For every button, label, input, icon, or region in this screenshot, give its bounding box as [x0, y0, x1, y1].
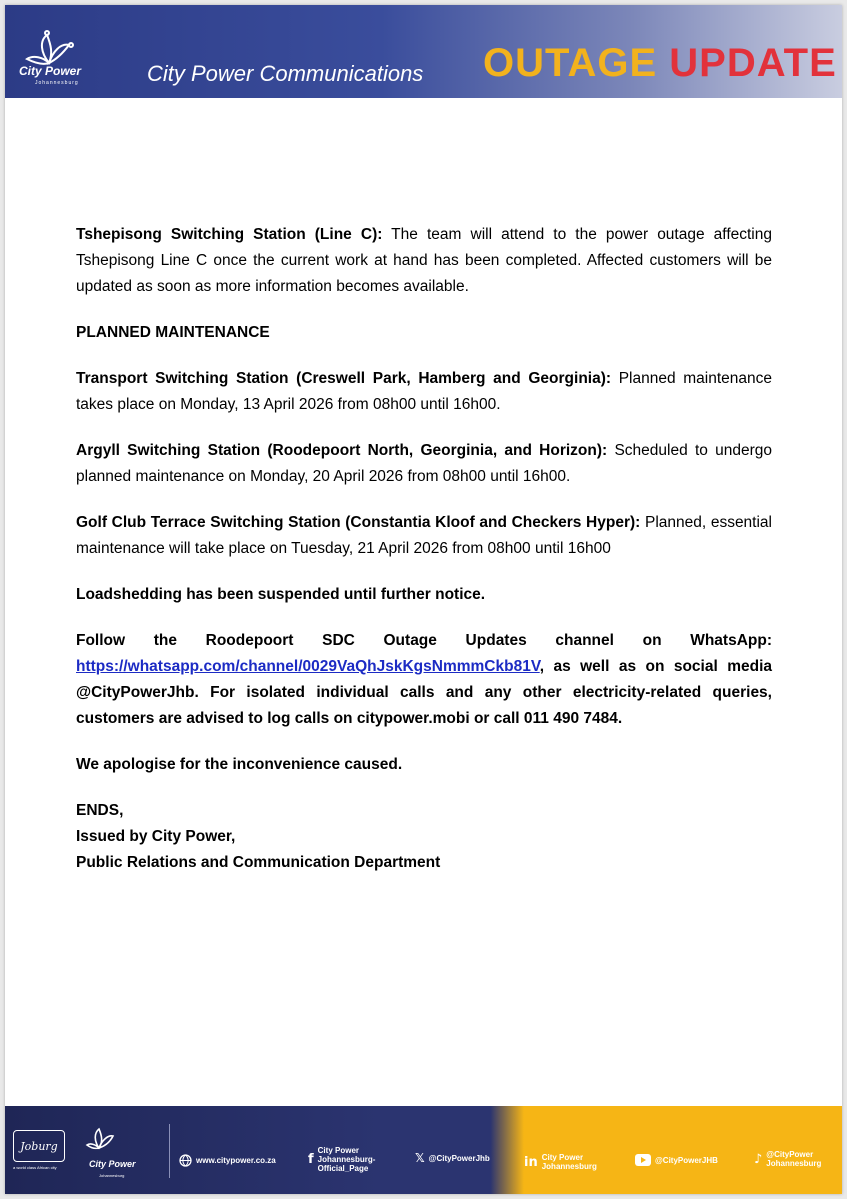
- website-label: www.citypower.co.za: [196, 1156, 276, 1165]
- footer-facebook[interactable]: [308, 1146, 388, 1173]
- communications-title: City Power Communications: [147, 61, 424, 86]
- argyll-paragraph: [76, 438, 772, 490]
- planned-maintenance-heading: PLANNED MAINTENANCE: [76, 324, 270, 341]
- linkedin-icon: in: [524, 1154, 538, 1170]
- follow-paragraph: [76, 628, 772, 732]
- youtube-label: @CityPowerJHB: [655, 1155, 718, 1165]
- footer-linkedin[interactable]: [524, 1153, 597, 1171]
- linkedin-label: City Power Johannesburg: [541, 1153, 597, 1171]
- footer-city-power-logo-icon: [85, 1124, 125, 1158]
- issued-by-text: Issued by City Power,: [76, 828, 236, 845]
- argyll-title: Argyll Switching Station (Roodepoort North, Georginia, and Horizon):: [76, 442, 608, 459]
- tshepisong-text: The team will attend to the power outage affecting Tshepisong Line C once the current work at hand has been completed. Affected customers will be updated as soon as more information becomes available.: [76, 226, 772, 295]
- golf-club-text: Planned, essential maintenance will take place on Tuesday, 21 April 2026 from 08h00 until 16h00: [76, 514, 772, 557]
- tiktok-label: @CityPower Johannesburg: [766, 1150, 822, 1168]
- sign-off-block: [76, 798, 772, 876]
- follow-after-link: , as well as on social media @CityPowerJhb. For isolated individual calls and any other electricity-related queries, customers are advised to log calls on citypower.mobi or call 011 490 7484.: [76, 658, 772, 727]
- footer-tiktok[interactable]: [754, 1150, 836, 1168]
- x-handle-label: @CityPowerJhb: [428, 1154, 490, 1163]
- outage-word: OUTAGE: [483, 41, 658, 85]
- footer-divider: [169, 1124, 170, 1178]
- document-body: [76, 222, 772, 876]
- whatsapp-channel-link[interactable]: https://whatsapp.com/channel/0029VaQhJskKgsNmmmCkb81V: [76, 658, 540, 675]
- facebook-icon: f: [308, 1152, 314, 1167]
- x-icon: 𝕏: [415, 1151, 425, 1165]
- tshepisong-paragraph: [76, 222, 772, 300]
- joburg-tagline: a world class African city: [13, 1165, 57, 1170]
- loadshedding-notice: Loadshedding has been suspended until further notice.: [76, 586, 486, 603]
- header-brand-sub: Johannesburg: [35, 80, 79, 86]
- footer-website[interactable]: [179, 1154, 276, 1167]
- footer-youtube[interactable]: [635, 1154, 718, 1166]
- department-text: Public Relations and Communication Department: [76, 854, 441, 871]
- header-brand-name: City Power: [19, 64, 82, 78]
- ends-text: ENDS,: [76, 802, 124, 819]
- header-banner: [5, 5, 842, 98]
- outage-update-title: [483, 41, 837, 86]
- joburg-logo: Joburg: [13, 1130, 65, 1162]
- update-word: UPDATE: [669, 41, 837, 85]
- transport-text: Planned maintenance takes place on Monday, 13 April 2026 from 08h00 until 16h00.: [76, 370, 772, 413]
- transport-paragraph: [76, 366, 772, 418]
- youtube-icon: [635, 1154, 651, 1166]
- argyll-text: Scheduled to undergo planned maintenance on Monday, 20 April 2026 from 08h00 until 16h00.: [76, 442, 773, 485]
- transport-title: Transport Switching Station (Creswell Park, Hamberg and Georginia):: [76, 370, 612, 387]
- golf-club-title: Golf Club Terrace Switching Station (Constantia Kloof and Checkers Hyper):: [76, 514, 641, 531]
- facebook-label: City Power Johannesburg-Official_Page: [317, 1146, 376, 1173]
- globe-icon: [179, 1154, 192, 1167]
- apology-text: We apologise for the inconvenience caused.: [76, 756, 403, 773]
- tshepisong-title: Tshepisong Switching Station (Line C):: [76, 226, 383, 243]
- footer-brand-name: City Power: [89, 1159, 136, 1169]
- footer-banner: [5, 1106, 842, 1194]
- footer-x[interactable]: [415, 1151, 490, 1165]
- document-page: [5, 5, 842, 1194]
- follow-line: Follow the Roodepoort SDC Outage Updates channel on WhatsApp:: [76, 632, 772, 649]
- golf-club-paragraph: [76, 510, 772, 562]
- tiktok-icon: ♪: [754, 1151, 763, 1167]
- footer-brand-sub: Johannesburg: [99, 1173, 125, 1178]
